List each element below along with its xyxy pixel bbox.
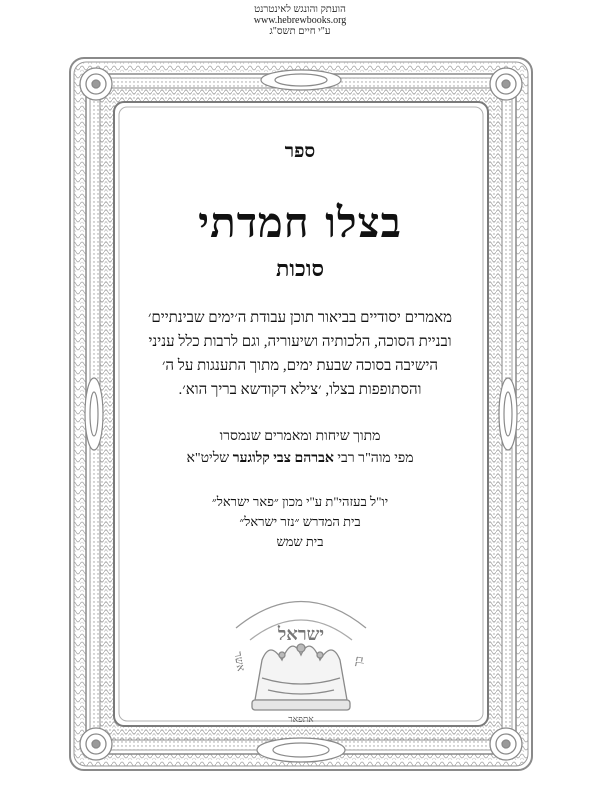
emblem-left-text: אשר <box>231 650 248 673</box>
corner-ornament-bl <box>80 728 112 760</box>
book-description <box>140 306 460 402</box>
author-name: אברהם צבי קלוגער <box>232 451 334 466</box>
corner-ornament-tr <box>490 68 522 100</box>
emblem-bottom-text: אתפאר <box>288 715 314 725</box>
crown-body <box>255 646 347 700</box>
from-line: מתוך שיחות ומאמרים שנמסרו <box>219 429 381 444</box>
publisher-line: יו"ל בעזהי"ת ע"י מכון ״פאר ישראל״ <box>211 494 389 509</box>
watermark-line-3: ע"י חיים תשס"ג <box>269 26 331 37</box>
author-line <box>140 448 460 470</box>
description-line: והסתופפות בצלו, ׳צילא דקודשא בריך הוא׳. <box>178 382 422 398</box>
description-line: ובניית הסוכה, הלכותיה ושיעוריה, וגם לרבות כלל עניני <box>148 334 452 350</box>
left-medallion <box>85 378 103 450</box>
author-prefix: מפי מוה"ר רבי <box>337 451 414 466</box>
book-label: ספר <box>284 140 316 162</box>
description-line: מאמרים יסודיים בביאור תוכן עבודת ה׳ימים שבינתיים׳ <box>147 310 453 326</box>
corner-ornament-tl <box>80 68 112 100</box>
emblem-top-text: ישראל <box>277 624 325 645</box>
crown-base <box>252 700 350 710</box>
watermark-url[interactable]: www.hebrewbooks.org <box>253 15 347 26</box>
watermark-line-1: הועתק והונגש לאינטרנט <box>254 4 346 15</box>
author-block <box>140 426 460 470</box>
publisher-line: בית שמש <box>276 534 324 549</box>
author-suffix: שליט"א <box>186 451 230 466</box>
title-page-content <box>140 140 460 552</box>
publisher-block <box>140 492 460 552</box>
book-subtitle: סוכות <box>276 256 324 282</box>
emblem-right-text: בך <box>351 654 366 668</box>
book-title: בצלו חמדתי <box>198 198 402 247</box>
bottom-medallion <box>257 738 345 762</box>
publisher-line: בית המדרש ״נזר ישראל״ <box>239 514 361 529</box>
top-medallion <box>261 70 341 90</box>
description-line: הישיבה בסוכה שבעת ימים, מתוך התענגות על ה׳ <box>161 358 439 374</box>
corner-ornament-br <box>490 728 522 760</box>
right-medallion <box>499 378 517 450</box>
